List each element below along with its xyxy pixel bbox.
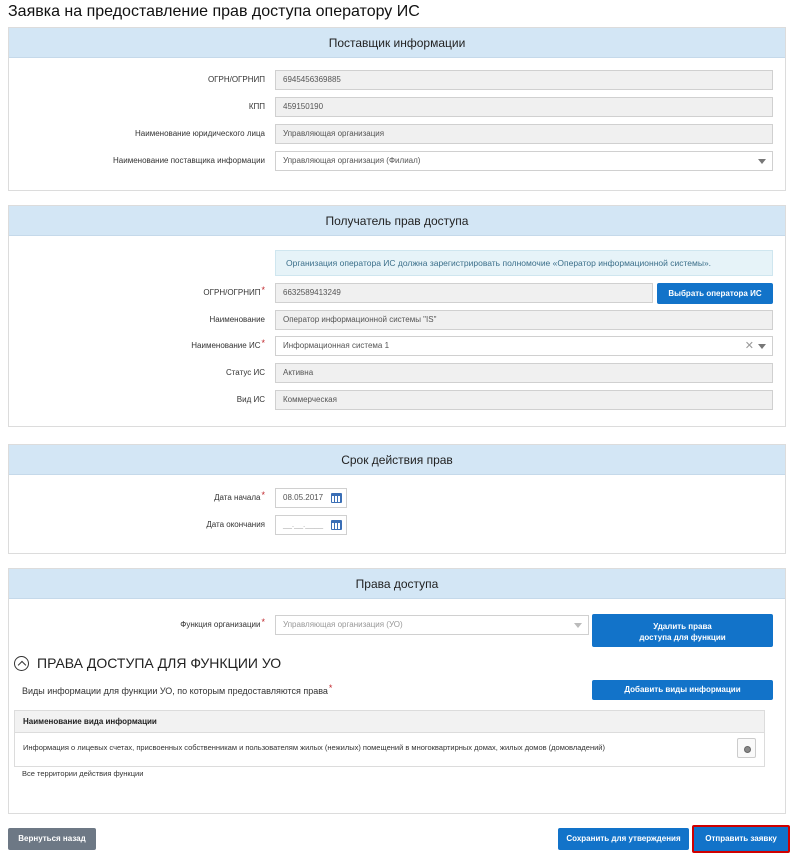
save-for-approval-button[interactable]: Сохранить для утверждения <box>558 828 689 850</box>
delete-rights-line1: Удалить права <box>653 622 712 631</box>
is-name-value: Информационная система 1 <box>283 341 390 350</box>
is-type-label: Вид ИС <box>236 395 265 404</box>
page-title: Заявка на предоставление прав доступа оператору ИС <box>8 3 420 20</box>
is-type-field: Коммерческая <box>275 390 773 410</box>
operator-info-message: Организация оператора ИС должна зарегистрировать полномочие «Оператор информационной системы». <box>275 250 773 276</box>
provider-name-label: Наименование поставщика информации <box>113 156 265 165</box>
function-rights-section-title: ПРАВА ДОСТУПА ДЛЯ ФУНКЦИИ УО <box>37 655 282 671</box>
start-date-value: 08.05.2017 <box>283 493 324 502</box>
delete-function-rights-button[interactable] <box>592 614 773 647</box>
table-row <box>15 733 764 766</box>
recipient-panel-header: Получатель прав доступа <box>9 206 785 236</box>
recipient-name-field: Оператор информационной системы "IS" <box>275 310 773 330</box>
function-select[interactable] <box>275 615 589 635</box>
back-button[interactable]: Вернуться назад <box>8 828 96 850</box>
delete-rights-line2: доступа для функции <box>639 633 726 642</box>
is-name-select[interactable] <box>275 336 773 356</box>
close-icon[interactable]: ✕ <box>744 340 754 352</box>
send-request-button[interactable]: Отправить заявку <box>692 825 790 853</box>
recipient-ogrn-field[interactable]: 6632589413249 <box>275 283 653 303</box>
function-label: Функция организации* <box>180 617 265 629</box>
territories-text: Все территории действия функции <box>22 769 144 778</box>
legal-name-field: Управляющая организация <box>275 124 773 144</box>
recipient-ogrn-label: ОГРН/ОГРНИП* <box>203 285 265 297</box>
is-status-label: Статус ИС <box>225 368 265 377</box>
provider-kpp-field: 459150190 <box>275 97 773 117</box>
add-info-types-button[interactable]: Добавить виды информации <box>592 680 773 700</box>
start-date-label: Дата начала* <box>214 490 265 502</box>
end-date-field[interactable] <box>275 515 347 535</box>
info-types-table <box>14 710 765 767</box>
remove-row-icon[interactable] <box>737 738 756 758</box>
provider-panel <box>8 27 786 191</box>
provider-name-value: Управляющая организация (Филиал) <box>283 156 421 165</box>
select-operator-button[interactable]: Выбрать оператора ИС <box>657 283 773 304</box>
table-cell: Информация о лицевых счетах, присвоенных собственникам и пользователям жилых (нежилых) помещений в многоквартирных домах, жилых домов (домовладений) <box>23 743 605 752</box>
provider-ogrn-field: 6945456369885 <box>275 70 773 90</box>
function-value: Управляющая организация (УО) <box>283 620 403 629</box>
collapse-icon[interactable] <box>14 656 29 671</box>
recipient-name-label: Наименование <box>209 315 265 324</box>
calendar-icon[interactable] <box>331 520 342 530</box>
provider-ogrn-label: ОГРН/ОГРНИП <box>207 75 265 84</box>
is-status-field: Активна <box>275 363 773 383</box>
provider-kpp-label: КПП <box>248 102 265 111</box>
end-date-label: Дата окончания <box>206 520 265 529</box>
start-date-field[interactable] <box>275 488 347 508</box>
term-panel <box>8 444 786 554</box>
rights-panel-header: Права доступа <box>9 569 785 599</box>
calendar-icon[interactable] <box>331 493 342 503</box>
provider-panel-header: Поставщик информации <box>9 28 785 58</box>
is-name-label: Наименование ИС* <box>191 338 265 350</box>
chevron-down-icon[interactable] <box>758 159 766 164</box>
chevron-down-icon[interactable] <box>758 344 766 349</box>
provider-name-select[interactable] <box>275 151 773 171</box>
term-panel-header: Срок действия прав <box>9 445 785 475</box>
chevron-down-icon[interactable] <box>574 623 582 628</box>
end-date-placeholder: __.__.____ <box>283 520 324 529</box>
legal-name-label: Наименование юридического лица <box>135 129 265 138</box>
table-header: Наименование вида информации <box>15 711 764 733</box>
recipient-panel <box>8 205 786 427</box>
info-types-label: Виды информации для функции УО, по которым предоставляются права* <box>22 683 333 696</box>
